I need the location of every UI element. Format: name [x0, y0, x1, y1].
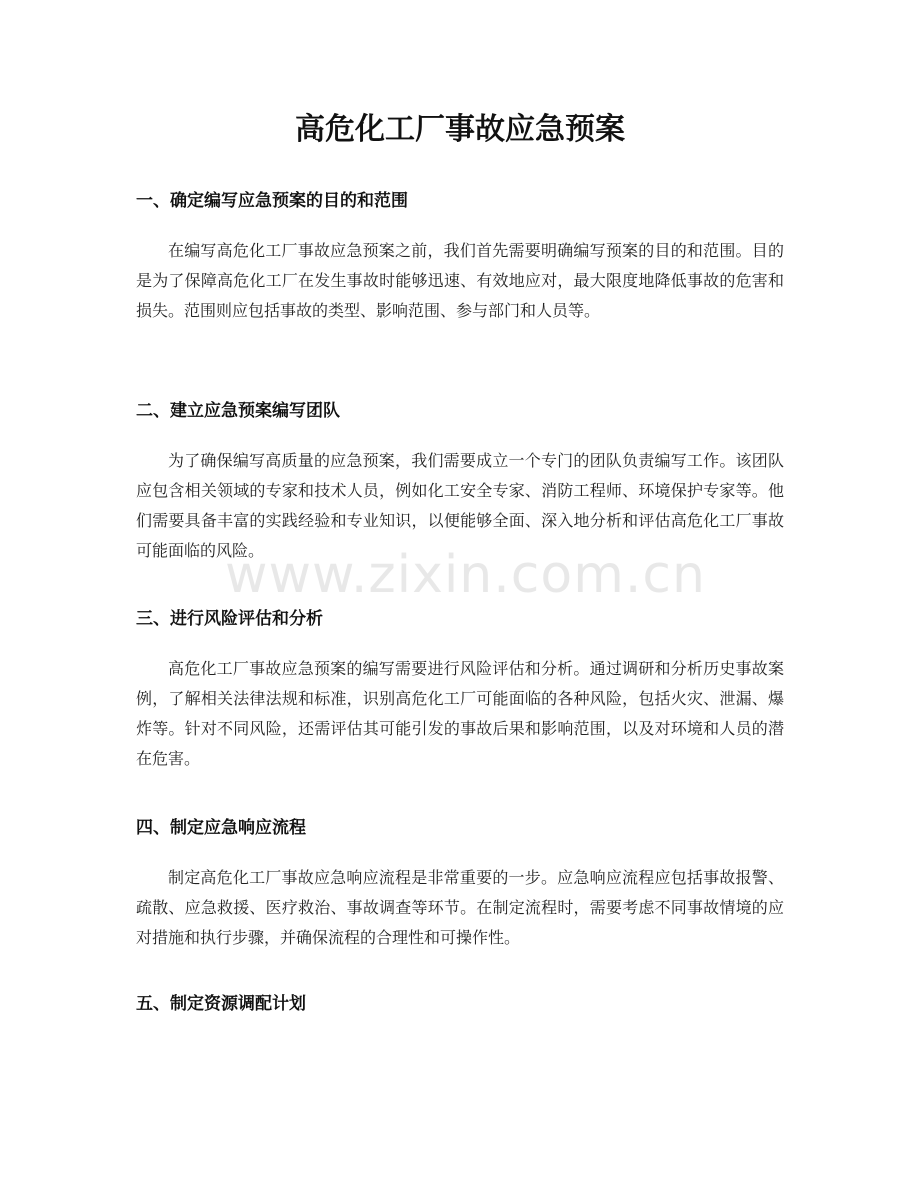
- watermark: www.zixin.com.cn: [225, 545, 706, 605]
- section-paragraph-4: 制定高危化工厂事故应急响应流程是非常重要的一步。应急响应流程应包括事故报警、疏散、应急救援、医疗救治、事故调查等环节。在制定流程时，需要考虑不同事故情境的应对措施和执行步骤，并确保流程的合理性和可操作性。: [136, 868, 784, 947]
- section-heading-5: 五、制定资源调配计划: [136, 994, 306, 1014]
- section-heading-4: 四、制定应急响应流程: [136, 818, 306, 838]
- section-paragraph-3: 高危化工厂事故应急预案的编写需要进行风险评估和分析。通过调研和分析历史事故案例，了解相关法律法规和标准，识别高危化工厂可能面临的各种风险，包括火灾、泄漏、爆炸等。针对不同风险，还需评估其可能引发的事故后果和影响范围，以及对环境和人员的潜在危害。: [136, 659, 784, 768]
- section-heading-3: 三、进行风险评估和分析: [136, 609, 323, 629]
- section-paragraph-2: 为了确保编写高质量的应急预案，我们需要成立一个专门的团队负责编写工作。该团队应包含相关领域的专家和技术人员，例如化工安全专家、消防工程师、环境保护专家等。他们需要具备丰富的实践经验和专业知识，以便能够全面、深入地分析和评估高危化工厂事故可能面临的风险。: [136, 451, 784, 560]
- section-heading-1: 一、确定编写应急预案的目的和范围: [136, 191, 408, 211]
- section-paragraph-1: 在编写高危化工厂事故应急预案之前，我们首先需要明确编写预案的目的和范围。目的是为了保障高危化工厂在发生事故时能够迅速、有效地应对，最大限度地降低事故的危害和损失。范围则应包括事故的类型、影响范围、参与部门和人员等。: [136, 241, 784, 320]
- section-heading-2: 二、建立应急预案编写团队: [136, 401, 340, 421]
- page-title: 高危化工厂事故应急预案: [295, 112, 625, 147]
